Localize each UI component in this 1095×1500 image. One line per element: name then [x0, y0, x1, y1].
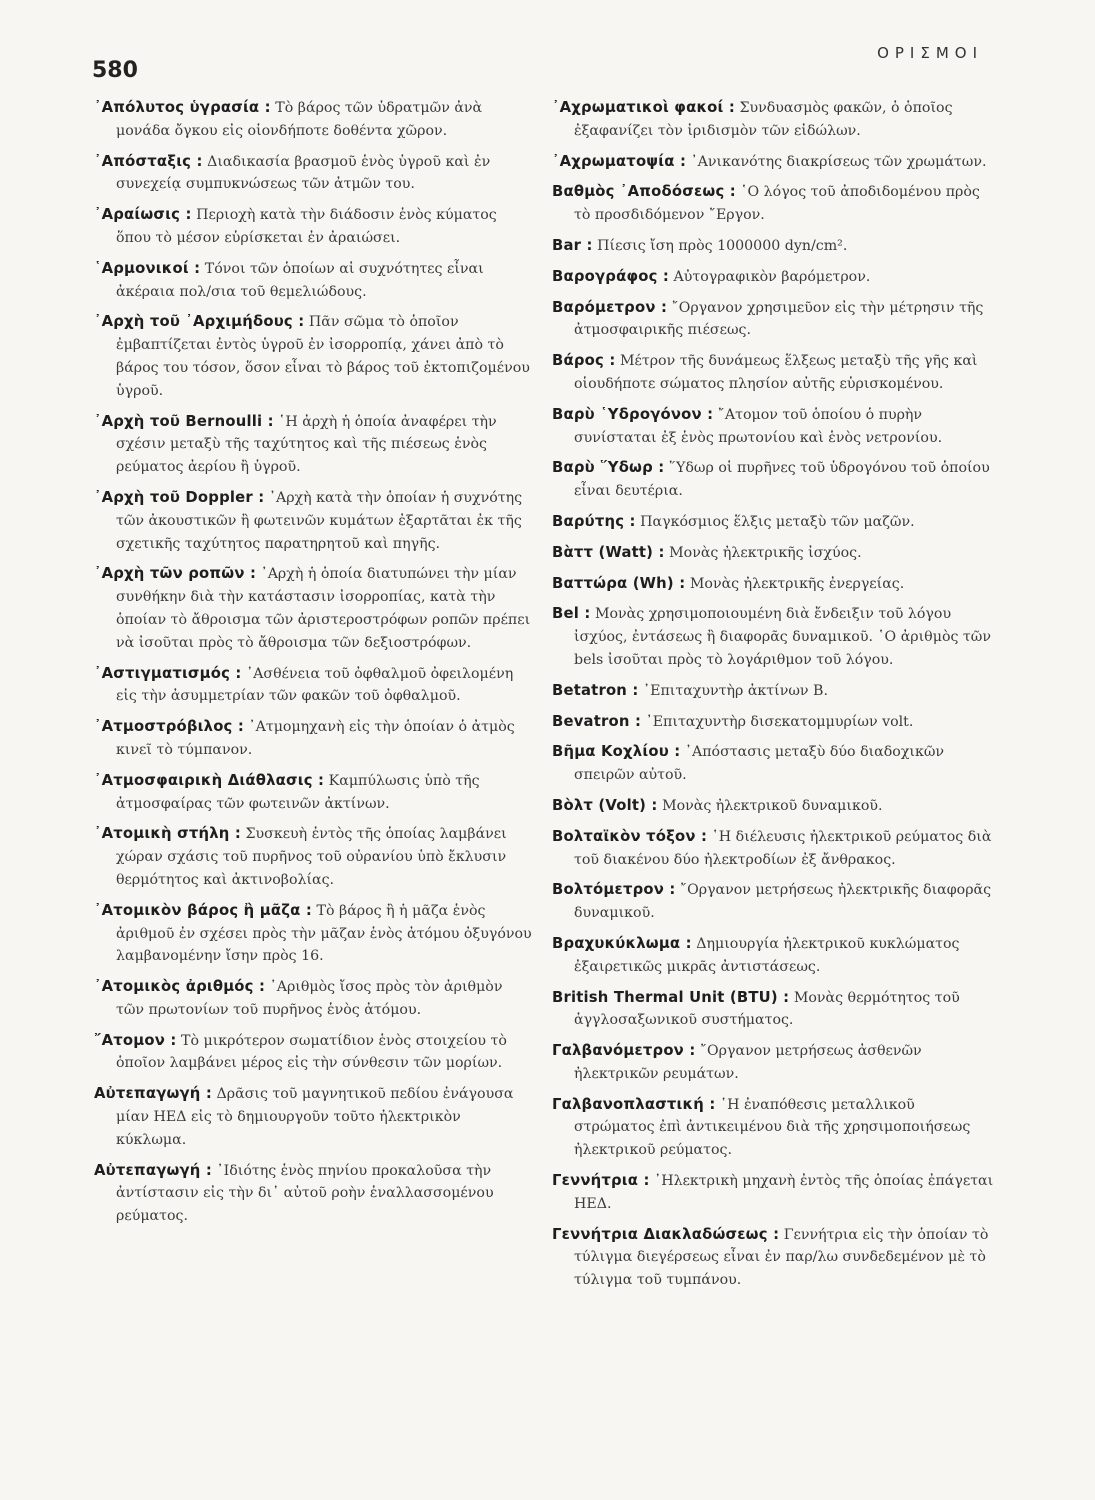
entry-definition: ῎Οργανον μετρήσεως ἀσθενῶν ἠλεκτρικῶν ρευμάτων. — [574, 1043, 922, 1082]
entry-term: Γαλβανοπλαστική : — [552, 1095, 716, 1113]
entry-term: Βραχυκύκλωμα : — [552, 934, 692, 952]
entry-definition: Μονὰς ἠλεκτρικῆς ἐνεργείας. — [689, 575, 905, 592]
glossary-entry — [94, 1083, 534, 1151]
entry-term: Bel : — [552, 605, 591, 623]
entry-definition: ᾽Αρχὴ κατὰ τὴν ὁποίαν ἡ συχνότης τῶν ἀκουστικῶν ἢ φωτεινῶν κυμάτων ἐξαρτᾶται ἐκ τῆς σχετικῆς ταχύτητος παρατηρητοῦ καὶ πηγῆς. — [116, 489, 523, 552]
entry-definition: Αὐτογραφικὸν βαρόμετρον. — [673, 268, 871, 285]
glossary-entry — [552, 1170, 997, 1216]
glossary-entry — [94, 97, 534, 143]
entry-definition: ῾Η ἐναπόθεσις μεταλλικοῦ στρώματος ἐπὶ ἀντικειμένου διὰ τῆς χρησιμοποιήσεως ἠλεκτρικοῦ ρεύματος. — [574, 1096, 971, 1159]
entry-term: ᾽Αρχὴ τοῦ ᾽Αρχιμήδους : — [94, 313, 305, 331]
entry-definition: Γεννήτρια εἰς τὴν ὁποίαν τὸ τύλιγμα διεγέρσεως εἶναι ἐν παρ/λω συνδεδεμένον μὲ τὸ τύλιγμα τοῦ τυμπάνου. — [574, 1226, 989, 1289]
glossary-entry — [94, 563, 534, 654]
entry-definition: ᾽Επιταχυντὴρ ἀκτίνων Β. — [643, 682, 828, 699]
entry-definition: Πίεσις ἴση πρὸς 1000000 dyn/cm². — [597, 237, 848, 254]
glossary-entry — [94, 770, 534, 816]
entry-term: Αὐτεπαγωγή : — [94, 1161, 213, 1179]
entry-definition: ῞Υδωρ οἱ πυρῆνες τοῦ ὑδρογόνου τοῦ ὁποίου εἶναι δευτέρια. — [574, 460, 990, 500]
glossary-entry — [552, 297, 997, 343]
entry-term: ᾽Ατομικὸς ἀριθμός : — [94, 978, 266, 996]
glossary-entry — [552, 933, 997, 979]
glossary-entry — [552, 97, 997, 143]
entry-term: ῾Αρμονικοί : — [94, 259, 201, 277]
entry-definition: Δρᾶσις τοῦ μαγνητικοῦ πεδίου ἐνάγουσα μίαν ΗΕΔ εἰς τὸ δημιουργοῦν τοῦτο ἠλεκτρικὸν κύκλωμα. — [116, 1086, 514, 1148]
entry-term: Βαθμὸς ᾽Αποδόσεως : — [552, 183, 736, 201]
glossary-entry — [552, 511, 997, 534]
entry-definition: Συσκευὴ ἐντὸς τῆς ὁποίας λαμβάνει χώραν σχάσις τοῦ πυρῆνος τοῦ οὐρανίου ὑπὸ ἔκλυσιν θερμότητος καὶ ἀκτινοβολίας. — [116, 826, 507, 888]
entry-definition: ᾽Ηλεκτρικὴ μηχανὴ ἐντὸς τῆς ὁποίας ἐπάγεται ΗΕΔ. — [574, 1173, 994, 1212]
glossary-entry — [94, 663, 534, 709]
entry-definition: Τὸ μικρότερον σωματίδιον ἑνὸς στοιχείου τὸ ὁποῖον λαμβάνει μέρος εἰς τὴν σύνθεσιν τῶν μορίων. — [116, 1032, 507, 1072]
glossary-entry — [552, 741, 997, 787]
glossary-entry — [552, 542, 997, 565]
glossary-entry — [552, 711, 997, 734]
left-column — [94, 97, 534, 1236]
entry-term: Γαλβανόμετρον : — [552, 1042, 696, 1060]
entry-definition: ᾽Απόστασις μεταξὺ δύο διαδοχικῶν σπειρῶν αὐτοῦ. — [574, 744, 945, 784]
entry-definition: ᾽Ιδιότης ἑνὸς πηνίου προκαλοῦσα τὴν ἀντίστασιν εἰς τὴν δι᾽ αὐτοῦ ροὴν ἐναλλασσομένου ρεύματος. — [116, 1162, 494, 1225]
entry-term: Betatron : — [552, 681, 639, 699]
entry-definition: Περιοχὴ κατὰ τὴν διάδοσιν ἑνὸς κύματος ὅπου τὸ μέσον εὑρίσκεται ἐν ἀραιώσει. — [116, 207, 497, 246]
entry-term: ᾽Απόσταξις : — [94, 152, 203, 170]
entry-term: Βῆμα Κοχλίου : — [552, 743, 681, 761]
glossary-entry — [552, 1040, 997, 1086]
glossary-entry — [552, 987, 997, 1033]
glossary-entry — [552, 603, 997, 671]
entry-term: ᾽Ατομικὸν βάρος ἢ μᾶζα : — [94, 901, 312, 919]
glossary-entry — [94, 311, 534, 402]
entry-definition: Μονὰς θερμότητος τοῦ ἀγγλοσαξωνικοῦ συστήματος. — [574, 989, 960, 1029]
entry-definition: Τὸ βάρος ἢ ἡ μᾶζα ἑνὸς ἀριθμοῦ ἐν σχέσει πρὸς τὴν μᾶζαν ἑνὸς ἀτόμου ὀξυγόνου λαμβανομένην ἴσην πρὸς 16. — [116, 902, 532, 965]
entry-term: Αὐτεπαγωγή : — [94, 1085, 213, 1103]
entry-term: ᾽Απόλυτος ὑγρασία : — [94, 99, 271, 116]
entry-definition: ῾Η ἀρχὴ ἡ ὁποία ἀναφέρει τὴν σχέσιν μεταξὺ τῆς ταχύτητος καὶ τῆς πιέσεως ἑνὸς ρεύματος ἀερίου ἢ ὑγροῦ. — [116, 413, 497, 476]
glossary-entry — [94, 151, 534, 197]
glossary-entry — [94, 1160, 534, 1228]
glossary-entry — [552, 457, 997, 503]
entry-term: British Thermal Unit (BTU) : — [552, 988, 790, 1006]
entry-term: Βὸλτ (Volt) : — [552, 796, 658, 814]
running-title: ΟΡΙΣΜΟΙ — [877, 44, 983, 62]
glossary-entry — [94, 976, 534, 1022]
entry-definition: Δημιουργία ἠλεκτρικοῦ κυκλώματος ἐξαιρετικῶς μικρᾶς ἀντιστάσεως. — [574, 935, 960, 975]
entry-term: ᾽Αραίωσις : — [94, 206, 192, 224]
glossary-entry — [552, 266, 997, 289]
entry-definition: ᾽Ανικανότης διακρίσεως τῶν χρωμάτων. — [690, 153, 987, 170]
entry-term: Bevatron : — [552, 712, 642, 730]
entry-definition: ῾Η διέλευσις ἠλεκτρικοῦ ρεύματος διὰ τοῦ διακένου δύο ἠλεκτροδίων ἐξ ἄνθρακος. — [574, 828, 992, 868]
entry-term: Bar : — [552, 236, 593, 254]
glossary-entry — [94, 204, 534, 250]
entry-definition: Τόνοι τῶν ὁποίων αἱ συχνότητες εἶναι ἀκέραια πολ/σια τοῦ θεμελιώδους. — [116, 260, 484, 300]
entry-definition: ᾽Αρχὴ ἡ ὁποία διατυπώνει τὴν μίαν συνθήκην διὰ τὴν κατάστασιν ἰσορροπίας, κατὰ τὴν ὁποίαν τὸ ἄθροισμα τῶν ἀριστεροστρόφων ροπῶν πρέπει νὰ ἰσοῦται πρὸς τὸ ἄθροισμα τῶν δεξιοστρόφων. — [116, 566, 531, 651]
glossary-entry — [552, 680, 997, 703]
entry-term: Βαρὺ ῞Υδωρ : — [552, 459, 665, 477]
entry-term: Βολτόμετρον : — [552, 881, 676, 899]
entry-term: Βαρύτης : — [552, 512, 636, 530]
entry-definition: Μονὰς ἠλεκτρικοῦ δυναμικοῦ. — [662, 797, 883, 814]
glossary-entry — [94, 258, 534, 304]
glossary-entry — [94, 716, 534, 762]
entry-definition: Τὸ βάρος τῶν ὑδρατμῶν ἀνὰ μονάδα ὄγκου εἰς οἱονδήποτε δοθέντα χῶρον. — [116, 100, 483, 139]
entry-definition: Πᾶν σῶμα τὸ ὁποῖον ἐμβαπτίζεται ἐντὸς ὑγροῦ ἐν ἰσορροπίᾳ, χάνει ἀπὸ τὸ βάρος του τόσον, ὅσον εἶναι τὸ βάρος τοῦ ἐκτοπιζομένου ὑγροῦ. — [116, 314, 530, 399]
entry-term: ᾽Αρχὴ τοῦ Doppler : — [94, 488, 265, 506]
entry-definition: ῎Οργανον μετρήσεως ἠλεκτρικῆς διαφορᾶς δυναμικοῦ. — [574, 882, 992, 922]
entry-definition: Διαδικασία βρασμοῦ ἑνὸς ὑγροῦ καὶ ἐν συνεχείᾳ συμπυκνώσεως τῶν ἀτμῶν του. — [116, 153, 491, 193]
glossary-entry — [552, 151, 997, 174]
entry-term: Βάρος : — [552, 352, 616, 370]
glossary-entry — [552, 404, 997, 450]
entry-definition: ᾽Επιταχυντὴρ δισεκατομμυρίων volt. — [645, 713, 914, 730]
entry-term: ᾽Ατομικὴ στήλη : — [94, 825, 241, 843]
entry-definition: ῾Ο λόγος τοῦ ἀποδιδομένου πρὸς τὸ προσδιδόμενον ῎Εργον. — [574, 184, 980, 224]
entry-term: Βὰττ (Watt) : — [552, 543, 665, 561]
entry-term: ᾽Αρχὴ τῶν ροπῶν : — [94, 565, 257, 583]
page-number: 580 — [92, 58, 138, 83]
glossary-entry — [552, 1224, 997, 1292]
entry-definition: ᾽Αριθμὸς ἴσος πρὸς τὸν ἀριθμὸν τῶν πρωτονίων τοῦ πυρῆνος ἑνὸς ἀτόμου. — [116, 979, 503, 1018]
entry-term: Βαττώρα (Wh) : — [552, 574, 686, 592]
entry-definition: ᾽Ασθένεια τοῦ ὀφθαλμοῦ ὀφειλομένη εἰς τὴν ἀσυμμετρίαν τῶν φακῶν τοῦ ὀφθαλμοῦ. — [116, 665, 514, 705]
glossary-entry — [94, 411, 534, 479]
entry-definition: Συνδυασμὸς φακῶν, ὁ ὁποῖος ἐξαφανίζει τὸν ἰριδισμὸν τῶν εἰδώλων. — [574, 100, 953, 139]
entry-term: Βαρόμετρον : — [552, 298, 668, 316]
entry-term: ᾽Αχρωματικοὶ φακοί : — [552, 99, 735, 116]
glossary-entry — [94, 823, 534, 891]
entry-term: ᾽Αχρωματοψία : — [552, 152, 687, 170]
glossary-entry — [94, 1030, 534, 1076]
entry-term: ᾽Αρχὴ τοῦ Bernoulli : — [94, 412, 274, 430]
glossary-entry — [552, 181, 997, 227]
entry-term: Βολταϊκὸν τόξον : — [552, 827, 708, 845]
entry-definition: ῎Οργανον χρησιμεῦον εἰς τὴν μέτρησιν τῆς ἀτμοσφαιρικῆς πιέσεως. — [574, 299, 984, 339]
entry-term: ᾽Ατμοσφαιρικὴ Διάθλασις : — [94, 771, 325, 789]
glossary-entry — [552, 1094, 997, 1162]
entry-definition: ᾽Ατμομηχανὴ εἰς τὴν ὁποίαν ὁ ἀτμὸς κινεῖ τὸ τύμπανον. — [116, 719, 515, 758]
right-column — [552, 97, 997, 1300]
entry-term: Βαρογράφος : — [552, 267, 670, 285]
glossary-entry — [552, 573, 997, 596]
entry-term: Γεννήτρια Διακλαδώσεως : — [552, 1225, 780, 1243]
entry-definition: ῎Ατομον τοῦ ὁποίου ὁ πυρὴν συνίσταται ἐξ ἑνὸς πρωτονίου καὶ ἑνὸς νετρονίου. — [574, 406, 943, 446]
entry-definition: Παγκόσμιος ἕλξις μεταξὺ τῶν μαζῶν. — [640, 513, 915, 530]
entry-term: Γεννήτρια : — [552, 1172, 650, 1190]
glossary-entry — [552, 826, 997, 872]
entry-definition: Καμπύλωσις ὑπὸ τῆς ἀτμοσφαίρας τῶν φωτεινῶν ἀκτίνων. — [116, 772, 480, 812]
glossary-entry — [94, 900, 534, 968]
glossary-entry — [552, 235, 997, 258]
entry-term: ᾽Αστιγματισμός : — [94, 664, 242, 682]
entry-term: ᾽Ατμοστρόβιλος : — [94, 718, 244, 736]
glossary-entry — [552, 350, 997, 396]
entry-term: ῎Ατομον : — [94, 1031, 177, 1049]
entry-definition: Μέτρον τῆς δυνάμεως ἕλξεως μεταξὺ τῆς γῆς καὶ οἱουδήποτε σώματος πλησίον αὐτῆς εὑρισκομένου. — [574, 353, 978, 392]
entry-definition: Μονὰς ἠλεκτρικῆς ἰσχύος. — [669, 544, 862, 561]
glossary-entry — [552, 795, 997, 818]
entry-definition: Μονὰς χρησιμοποιουμένη διὰ ἔνδειξιν τοῦ λόγου ἰσχύος, ἐντάσεως ἢ διαφορᾶς δυναμικοῦ. ῾Ο ἀριθμὸς τῶν bels ἰσοῦται πρὸς τὸ λογάριθμον τοῦ λόγου. — [574, 606, 991, 668]
glossary-entry — [94, 487, 534, 555]
entry-term: Βαρὺ ῾Υδρογόνον : — [552, 405, 714, 423]
glossary-entry — [552, 879, 997, 925]
